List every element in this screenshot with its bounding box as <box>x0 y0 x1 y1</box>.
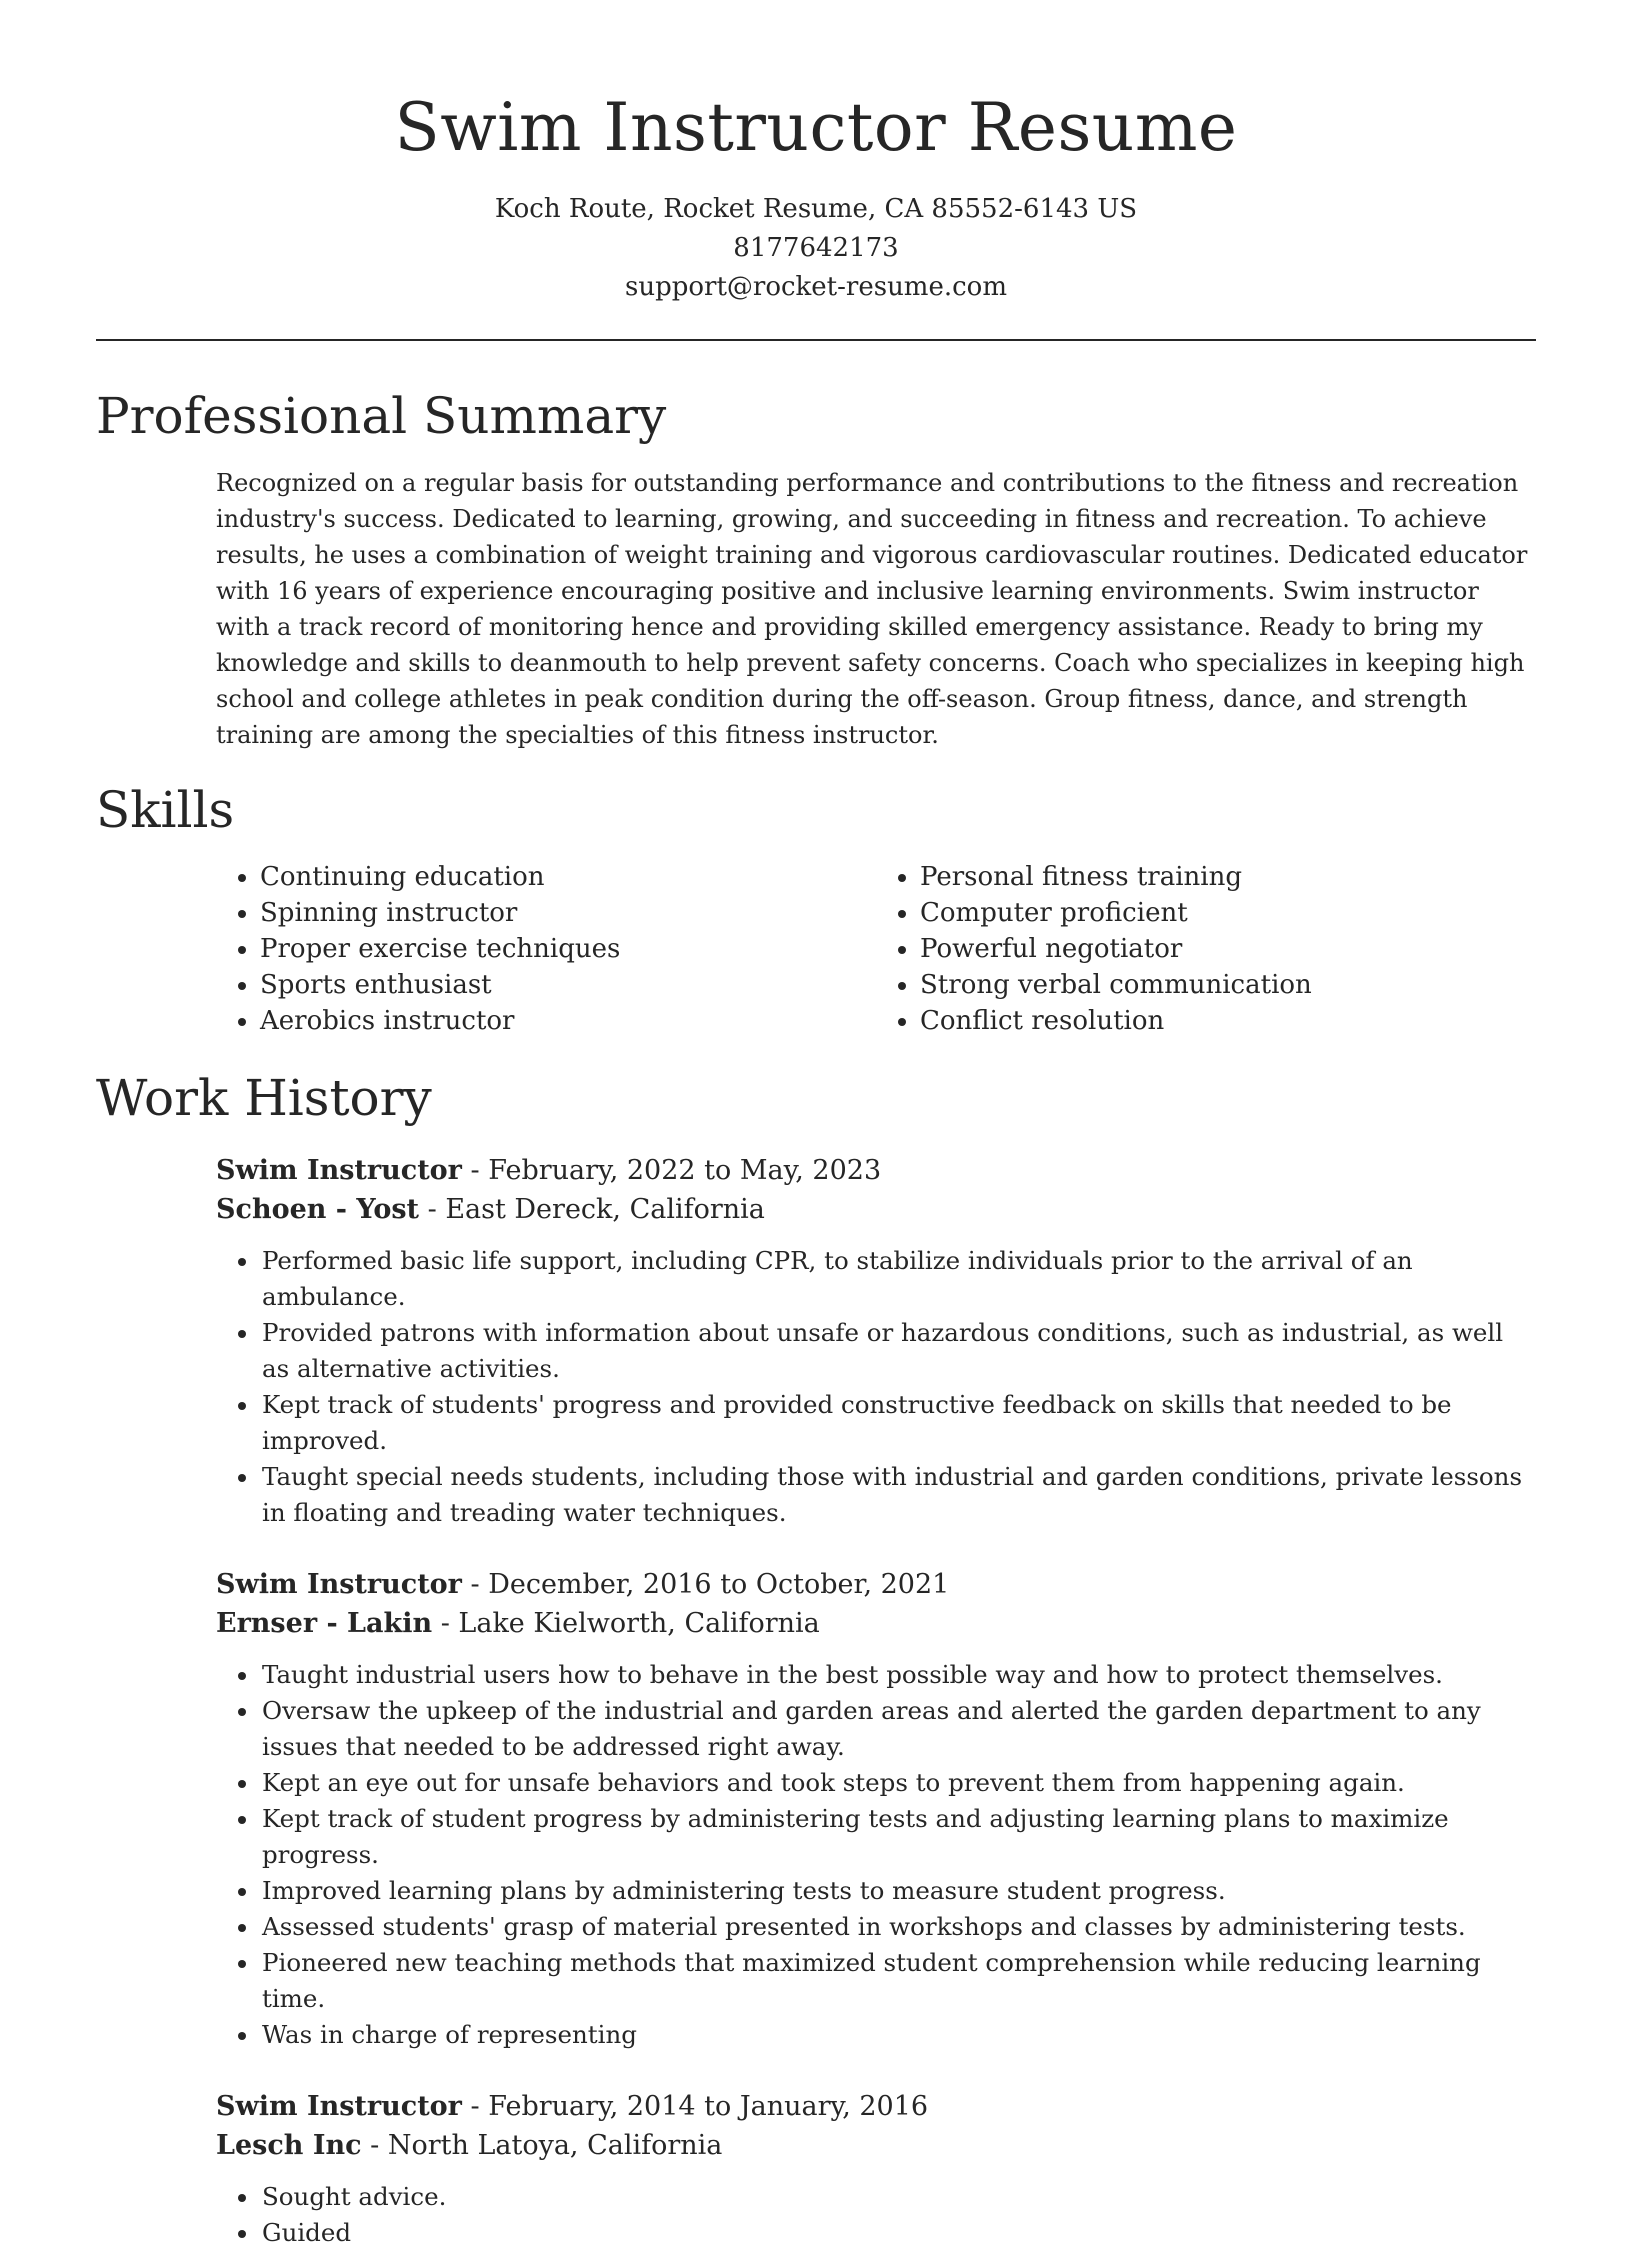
section-title-summary: Professional Summary <box>96 387 667 445</box>
job-duties <box>216 1243 1536 1531</box>
job-dates: December, 2016 to October, 2021 <box>488 1569 950 1600</box>
contact-phone: 8177642173 <box>733 233 899 263</box>
job-location: East Dereck, California <box>445 1194 765 1225</box>
duty-item: • Performed basic life support, including CPR, to stabilize individuals prior to the arrival of an ambulance. <box>260 1243 1536 1315</box>
job-company-line <box>216 2126 1536 2165</box>
job-title-line <box>216 1151 1536 1190</box>
job-title-line <box>216 1565 1536 1604</box>
job-company-line <box>216 1190 1536 1229</box>
skill-item: • Aerobics instructor <box>260 1003 876 1039</box>
separator: - <box>419 1194 446 1225</box>
duty-item: • Provided patrons with information about unsafe or hazardous conditions, such as industrial, as well as alternative activities. <box>260 1315 1536 1387</box>
duty-item: • Improved learning plans by administering tests to measure student progress. <box>260 1873 1536 1909</box>
duty-item: • Assessed students' grasp of material presented in workshops and classes by administering tests. <box>260 1909 1536 1945</box>
duty-item: • Kept track of student progress by administering tests and adjusting learning plans to maximize progress. <box>260 1801 1536 1873</box>
section-title-skills: Skills <box>96 781 235 839</box>
summary-text: Recognized on a regular basis for outstanding performance and contributions to the fitness and recreation industry's success. Dedicated to learning, growing, and succeeding in fitness and recreation. To achieve results, he uses a combination of weight training and vigorous cardiovascular routines. Dedicated educator with 16 years of experience encouraging positive and inclusive learning environments. Swim instructor with a track record of monitoring hence and providing skilled emergency assistance. Ready to bring my knowledge and skills to deanmouth to help prevent safety concerns. Coach who specializes in keeping high school and college athletes in peak condition during the off-season. Group fitness, dance, and strength training are among the specialties of this fitness instructor. <box>216 469 1528 749</box>
separator: - <box>361 2130 388 2161</box>
skill-item: • Sports enthusiast <box>260 967 876 1003</box>
professional-summary-section <box>96 381 1536 753</box>
job-location: North Latoya, California <box>387 2130 723 2161</box>
job-entry <box>216 1565 1536 2053</box>
skills-columns <box>216 859 1536 1039</box>
separator: - <box>461 2091 489 2122</box>
job-company: Lesch Inc <box>216 2130 362 2161</box>
duty-item: • Guided <box>260 2215 1536 2251</box>
job-duties <box>216 2179 1536 2251</box>
duty-item: • Taught special needs students, including those with industrial and garden conditions, private lessons in floating and treading water techniques. <box>260 1459 1536 1531</box>
skills-list-right <box>876 859 1536 1039</box>
section-title-work: Work History <box>96 1069 432 1127</box>
skill-item: • Proper exercise techniques <box>260 931 876 967</box>
job-company: Ernser - Lakin <box>216 1608 433 1639</box>
job-location: Lake Kielworth, California <box>458 1608 820 1639</box>
contact-address: Koch Route, Rocket Resume, CA 85552-6143 US <box>494 194 1138 224</box>
duty-item: • Taught industrial users how to behave in the best possible way and how to protect themselves. <box>260 1657 1536 1693</box>
duty-item: • Oversaw the upkeep of the industrial and garden areas and alerted the garden department to any issues that needed to be addressed right away. <box>260 1693 1536 1765</box>
job-company-line <box>216 1604 1536 1643</box>
skill-item: • Computer proficient <box>920 895 1536 931</box>
duty-item: • Sought advice. <box>260 2179 1536 2215</box>
work-history-section <box>96 1063 1536 2251</box>
job-title: Swim Instructor <box>216 2091 462 2122</box>
skill-item: • Continuing education <box>260 859 876 895</box>
duty-item: • Was in charge of representing <box>260 2017 1536 2053</box>
skills-list-left <box>216 859 876 1039</box>
job-title: Swim Instructor <box>216 1155 462 1186</box>
skill-item: • Strong verbal communication <box>920 967 1536 1003</box>
duty-item: • Pioneered new teaching methods that maximized student comprehension while reducing learning time. <box>260 1945 1536 2017</box>
contact-email: support@rocket-resume.com <box>624 272 1007 302</box>
contact-info <box>96 190 1536 307</box>
job-dates: February, 2022 to May, 2023 <box>488 1155 882 1186</box>
job-title: Swim Instructor <box>216 1569 462 1600</box>
separator: - <box>432 1608 459 1639</box>
skills-section <box>96 775 1536 1039</box>
skill-item: • Spinning instructor <box>260 895 876 931</box>
separator: - <box>461 1569 489 1600</box>
job-company: Schoen - Yost <box>216 1194 420 1225</box>
separator: - <box>461 1155 489 1186</box>
job-dates: February, 2014 to January, 2016 <box>488 2091 929 2122</box>
resume-title: Swim Instructor Resume <box>394 89 1238 166</box>
job-duties <box>216 1657 1536 2053</box>
skill-item: • Personal fitness training <box>920 859 1536 895</box>
resume-header <box>96 0 1536 307</box>
job-title-line <box>216 2087 1536 2126</box>
job-entry <box>216 1151 1536 1531</box>
header-divider <box>96 339 1536 341</box>
duty-item: • Kept an eye out for unsafe behaviors and took steps to prevent them from happening again. <box>260 1765 1536 1801</box>
duty-item: • Kept track of students' progress and provided constructive feedback on skills that needed to be improved. <box>260 1387 1536 1459</box>
skill-item: • Powerful negotiator <box>920 931 1536 967</box>
skill-item: • Conflict resolution <box>920 1003 1536 1039</box>
